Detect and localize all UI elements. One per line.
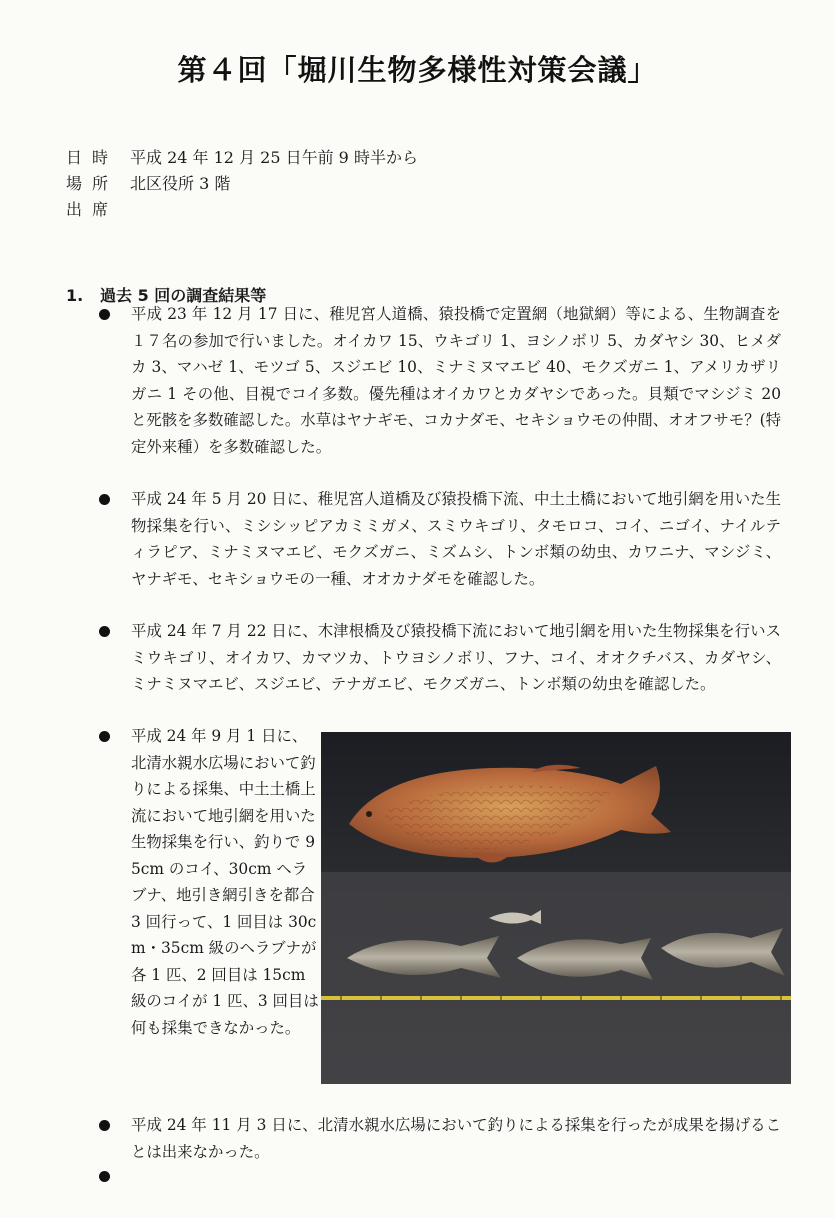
meta-label: 場所 <box>66 174 119 193</box>
meta-label: 日時 <box>66 148 119 167</box>
meta-label: 出席 <box>66 200 119 219</box>
meta-datetime <box>66 147 418 169</box>
meta-location <box>66 173 230 195</box>
fish-photo-icon <box>321 732 791 1084</box>
bullet-dot <box>99 309 110 320</box>
bullet-survey-2011-12: 平成 23 年 12 月 17 日に、稚児宮人道橋、猿投橋で定置網（地獄網）等による、生物調査を１７名の参加で行いました。オイカワ 15、ウキゴリ 1、ヨシノボリ 5、カダヤシ 30、ヒメダカ 3、マハゼ 1、モツゴ 5、スジエビ 10、ミナミヌマエビ 40、モクズガニ 1、アメリカザリガニ 1 その他、目視でコイ多数。優先種はオイカワとカダヤシであった。貝類でマシジミ 20 と死骸を多数確認した。水草はヤナギモ、コカナダモ、セキショウモの仲間、オオフサモ？(特定外来種）を多数確認した。 <box>131 305 781 456</box>
section-title: 過去 5 回の調査結果等 <box>100 286 267 305</box>
bullet-dot <box>99 1120 110 1131</box>
bullet-survey-2012-09: 平成 24 年 9 月 1 日に、北清水親水広場において釣りによる採集、中土土橋上流において地引網を用いた生物採集を行い、釣りで 95cm のコイ、30cm ヘラブナ、地引き網引きを都合 3 回行って、1 回目は 30cm・35cm 級のヘラブナが各 1 匹、2 回目は 15cm 級のコイが 1 匹、3 回目は何も採集できなかった。 <box>131 727 319 1037</box>
page-title: 第４回「堀川生物多様性対策会議」 <box>177 53 658 87</box>
carp-icon <box>349 765 671 863</box>
fish-catch-photo <box>321 732 791 1084</box>
section-number: 1. <box>66 286 84 305</box>
bullet-survey-2012-05: 平成 24 年 5 月 20 日に、稚児宮人道橋及び猿投橋下流、中土土橋において地引網を用いた生物採集を行い、ミシシッピアカミミガメ、スミウキゴリ、タモロコ、コイ、ニゴイ、ナイルティラピア、ミナミヌマエビ、モクズガニ、ミズムシ、トンボ類の幼虫、カワニナ、マシジミ、ヤナギモ、セキショウモの一種、オオカナダモを確認した。 <box>131 490 781 588</box>
meta-value: 平成 24 年 12 月 25 日午前 9 時半から <box>130 148 418 167</box>
measuring-tape-icon <box>321 996 791 1000</box>
bullet-survey-2012-07: 平成 24 年 7 月 22 日に、木津根橋及び猿投橋下流において地引網を用いた生物採集を行いスミウキゴリ、オイカワ、カマツカ、トウヨシノボリ、フナ、コイ、オオクチバス、カダヤシ、ミナミヌマエビ、スジエビ、テナガエビ、モクズガニ、トンボ類の幼虫を確認した。 <box>131 622 781 693</box>
bullet-dot <box>99 731 110 742</box>
meta-attendance <box>66 199 130 221</box>
meta-value: 北区役所 3 階 <box>130 174 231 193</box>
bullet-dot <box>99 494 110 505</box>
bullet-dot <box>99 1171 110 1182</box>
bullet-survey-2012-11: 平成 24 年 11 月 3 日に、北清水親水広場において釣りによる採集を行ったが成果を揚げることは出来なかった。 <box>131 1116 781 1161</box>
bullet-dot <box>99 626 110 637</box>
